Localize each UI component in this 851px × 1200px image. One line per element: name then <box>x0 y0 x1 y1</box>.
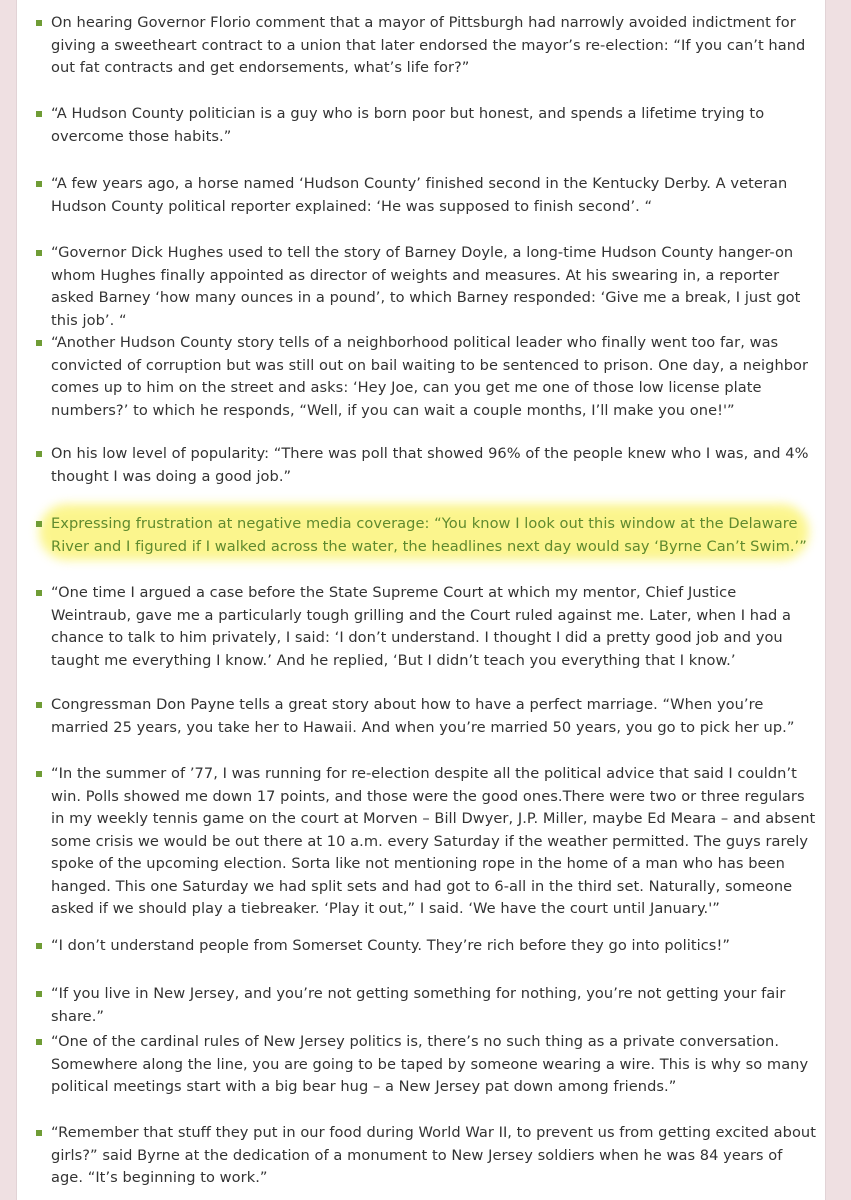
bullet-icon <box>36 451 42 457</box>
quote-text: Congressman Don Payne tells a great story about how to have a perfect marriage. “When you’re married 25 years, you take her to Hawaii. And when you’re married 50 years, you go to pick her up.” <box>51 696 795 736</box>
quote-text: “A Hudson County politician is a guy who is born poor but honest, and spends a lifetime trying to overcome those habits.” <box>51 105 765 145</box>
bullet-icon <box>36 111 42 117</box>
quote-text: “A few years ago, a horse named ‘Hudson County’ finished second in the Kentucky Derby. A veteran Hudson County political reporter explained: ‘He was supposed to finish second’. “ <box>51 175 788 215</box>
quote-text: “In the summer of ’77, I was running for re-election despite all the political advice that said I couldn’t win. Polls showed me down 17 points, and those were the good ones.There were two or three regulars in my weekly tennis game on the court at Morven – Bill Dwyer, J.P. Miller, maybe Ed Meara – and absent some crisis we would be out there at 10 a.m. every Saturday if the weather permitted. The guys rarely spoke of the upcoming election. Sorta like not mentioning rope in the home of a man who has been hanged. This one Saturday we had split sets and had got to 6-all in the third set. Naturally, someone asked if we should play a tiebreaker. ‘Play it out,” I said. ‘We have the court until January.'” <box>51 765 816 917</box>
quote-text: “Another Hudson County story tells of a neighborhood political leader who finally went too far, was convicted of corruption but was still out on bail waiting to be sentenced to prison. One day, a neighbor comes up to him on the street and asks: ‘Hey Joe, can you get me one of those low license plate numbers?’ to which he responds, “Well, if you can wait a couple months, I’ll make you one!'” <box>51 334 809 419</box>
bullet-icon <box>36 943 42 949</box>
quote-text: “Governor Dick Hughes used to tell the story of Barney Doyle, a long-time Hudson County hanger-on whom Hughes finally appointed as director of weights and measures. At his swearing in, a reporter asked Barney ‘how many ounces in a pound’, to which Barney responded: ‘Give me a break, I just got this job’. “ <box>51 244 801 329</box>
quote-text: Expressing frustration at negative media coverage: “You know I look out this window at the Delaware River and I figured if I walked across the water, the headlines next day would say ‘Byrne Can’t Swim.’” <box>51 515 807 555</box>
list-item <box>17 443 825 488</box>
bullet-icon <box>36 250 42 256</box>
quote-text: “If you live in New Jersey, and you’re not getting something for nothing, you’re not getting your fair share.” <box>51 985 786 1025</box>
quote-text: “One of the cardinal rules of New Jersey politics is, there’s no such thing as a private conversation. Somewhere along the line, you are going to be taped by someone wearing a wire. This is why so many political meetings start with a big bear hug – a New Jersey pat down among friends.” <box>51 1033 809 1095</box>
list-item <box>17 173 825 218</box>
list-item <box>17 332 825 422</box>
list-item <box>17 935 825 958</box>
bullet-icon <box>36 1039 42 1045</box>
list-item <box>17 582 825 672</box>
list-item <box>17 12 825 80</box>
highlighted-list-item <box>17 513 825 558</box>
list-item <box>17 763 825 921</box>
bullet-icon <box>36 1130 42 1136</box>
list-item <box>17 1122 825 1190</box>
bullet-icon <box>36 20 42 26</box>
list-item <box>17 1031 825 1099</box>
bullet-icon <box>36 181 42 187</box>
list-item <box>17 103 825 148</box>
quote-text: “Remember that stuff they put in our food during World War II, to prevent us from getting excited about girls?” said Byrne at the dedication of a monument to New Jersey soldiers when he was 84 years of age. “It’s beginning to work.” <box>51 1124 816 1186</box>
list-item <box>17 983 825 1028</box>
bullet-icon <box>36 991 42 997</box>
bullet-icon <box>36 590 42 596</box>
bullet-icon <box>36 702 42 708</box>
quote-text: “One time I argued a case before the State Supreme Court at which my mentor, Chief Justice Weintraub, gave me a particularly tough grilling and the Court ruled against me. Later, when I had a chance to talk to him privately, I said: ‘I don’t understand. I thought I did a pretty good job and you taught me everything I know.’ And he replied, ‘But I didn’t teach you everything that I know.’ <box>51 584 792 669</box>
bullet-icon <box>36 340 42 346</box>
article-page <box>16 0 826 1200</box>
bullet-icon <box>36 771 42 777</box>
bullet-icon <box>36 521 42 527</box>
list-item <box>17 242 825 332</box>
quote-text: On his low level of popularity: “There was poll that showed 96% of the people knew who I was, and 4% thought I was doing a good job.” <box>51 445 809 485</box>
list-item <box>17 694 825 739</box>
quote-text: On hearing Governor Florio comment that a mayor of Pittsburgh had narrowly avoided indictment for giving a sweetheart contract to a union that later endorsed the mayor’s re-election: “If you can’t hand out fat contracts and get endorsements, what’s life for?” <box>51 14 806 76</box>
quote-text: “I don’t understand people from Somerset County. They’re rich before they go into politics!” <box>51 937 730 954</box>
